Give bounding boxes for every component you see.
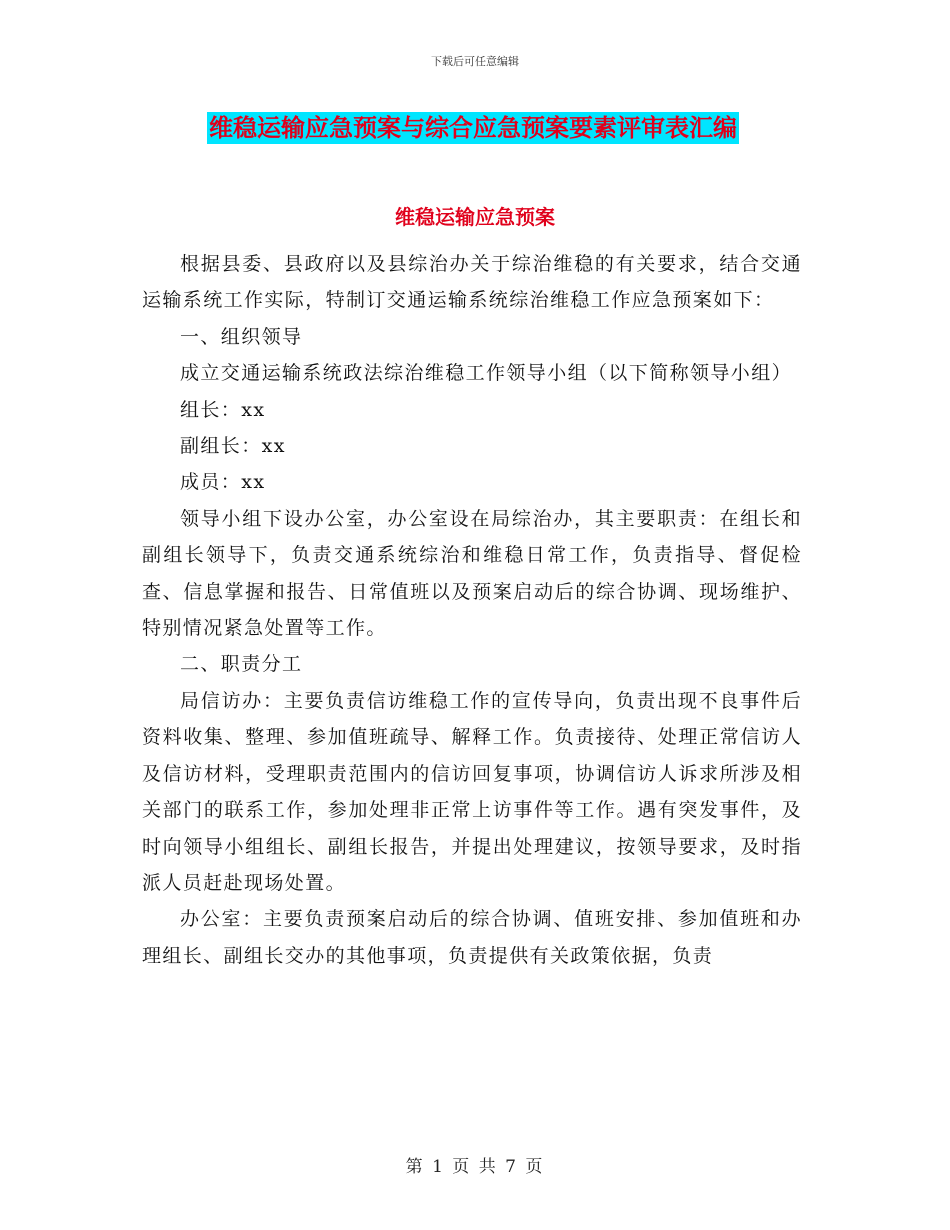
paragraph-deputy-leader: 副组长：xx — [180, 435, 286, 458]
paragraph-group-leader: 组长：xx — [180, 398, 266, 421]
paragraph-intro: 根据县委、县政府以及县综治办关于综治维稳的有关要求，结合交通运输系统工作实际，特制订交通运输系统综治维稳工作应急预案如下： — [142, 253, 802, 312]
paragraph-petition-office: 局信访办：主要负责信访维稳工作的宣传导向，负责出现不良事件后资料收集、整理、参加值班疏导、解释工作。负责接待、处理正常信访人及信访材料，受理职责范围内的信访回复事项，协调信访人诉求所涉及相关部门的联系工作，参加处理非正常上访事件等工作。遇有突发事件，及时向领导小组组长、副组长报告，并提出处理建议，按领导要求，及时指派人员赶赴现场处置。 — [142, 689, 802, 894]
section-title: 维稳运输应急预案 — [395, 205, 555, 229]
paragraph-general-office: 办公室：主要负责预案启动后的综合协调、值班安排、参加值班和办理组长、副组长交办的其他事项，负责提供有关政策依据，负责 — [142, 908, 802, 967]
paragraph-leading-group: 成立交通运输系统政法综治维稳工作领导小组（以下简称领导小组） — [180, 362, 793, 385]
header-note: 下载后可任意编辑 — [431, 55, 519, 68]
paragraph-members: 成员：xx — [180, 471, 266, 494]
heading-organization: 一、组织领导 — [180, 325, 303, 348]
heading-responsibilities: 二、职责分工 — [180, 653, 303, 676]
page-number: 第 1 页 共 7 页 — [405, 1157, 545, 1177]
document-title: 维稳运输应急预案与综合应急预案要素评审表汇编 — [209, 114, 737, 142]
paragraph-office-duties: 领导小组下设办公室，办公室设在局综治办，其主要职责：在组长和副组长领导下，负责交通系统综治和维稳日常工作，负责指导、督促检查、信息掌握和报告、日常值班以及预案启动后的综合协调、现场维护、特别情况紧急处置等工作。 — [142, 507, 802, 640]
document-body — [142, 246, 802, 974]
